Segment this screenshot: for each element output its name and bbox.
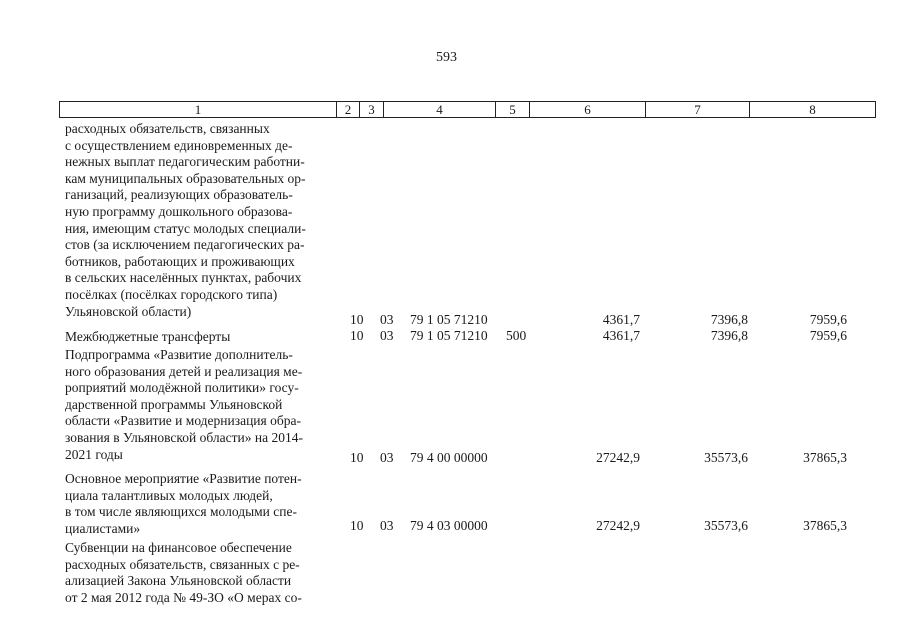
desc-line: нежных выплат педагогическим работни-: [65, 154, 305, 170]
cell-value-8: 7959,6: [809, 328, 847, 343]
cell-value-7: 35573,6: [704, 450, 748, 465]
desc-line: дарственной программы Ульяновской: [65, 396, 283, 412]
cell-rz: 10: [350, 518, 364, 533]
desc-line: ботников, работающих и проживающих: [65, 253, 295, 269]
cell-csr: 79 1 05 71210: [410, 312, 488, 327]
cell-value-8: 37865,3: [803, 518, 847, 533]
cell-value-7: 7396,8: [710, 312, 748, 327]
row-description: [65, 347, 337, 463]
header-col-6: 6: [529, 102, 645, 117]
desc-line: посёлках (посёлках городского типа): [65, 286, 278, 302]
desc-line: кам муниципальных образовательных ор-: [65, 170, 306, 186]
cell-pr: 03: [380, 518, 394, 533]
desc-line: области «Развитие и модернизация обра-: [65, 413, 301, 429]
cell-value-7: 35573,6: [704, 518, 748, 533]
cell-pr: 03: [380, 328, 394, 343]
desc-line: Межбюджетные трансферты: [65, 329, 231, 344]
table-header-row: [59, 101, 876, 118]
cell-value-6: 27242,9: [596, 518, 640, 533]
row-description: [65, 540, 337, 606]
table-row: [0, 328, 905, 344]
desc-line: стов (за исключением педагогических ра-: [65, 237, 305, 253]
desc-line: ную программу дошкольного образова-: [65, 203, 293, 219]
cell-value-7: 7396,8: [710, 328, 748, 343]
cell-value-8: 7959,6: [809, 312, 847, 327]
cell-pr: 03: [380, 450, 394, 465]
desc-line: ния, имеющим статус молодых специали-: [65, 220, 306, 236]
header-col-3: 3: [359, 102, 383, 117]
desc-line: Субвенции на финансовое обеспечение: [65, 540, 292, 555]
header-col-4: 4: [383, 102, 495, 117]
desc-line: 2021 годы: [65, 446, 123, 462]
desc-line: зования в Ульяновской области» на 2014-: [65, 429, 303, 445]
cell-csr: 79 4 00 00000: [410, 450, 488, 465]
desc-line: ализацией Закона Ульяновской области: [65, 573, 292, 589]
desc-line: от 2 мая 2012 года № 49-ЗО «О мерах со-: [65, 589, 302, 605]
desc-line: циала талантливых молодых людей,: [65, 487, 273, 503]
cell-vr: 500: [506, 328, 527, 343]
cell-csr: 79 1 05 71210: [410, 328, 488, 343]
header-col-5: 5: [495, 102, 529, 117]
cell-value-8: 37865,3: [803, 450, 847, 465]
desc-line: циалистами»: [65, 520, 141, 536]
desc-line: ного образования детей и реализация ме-: [65, 363, 303, 379]
desc-line: Ульяновской области): [65, 303, 192, 319]
desc-line: расходных обязательств, связанных: [65, 121, 270, 136]
cell-rz: 10: [350, 450, 364, 465]
header-col-1: 1: [194, 102, 202, 117]
desc-line: расходных обязательств, связанных с ре-: [65, 556, 300, 572]
cell-csr: 79 4 03 00000: [410, 518, 488, 533]
header-col-7: 7: [645, 102, 749, 117]
cell-value-6: 27242,9: [596, 450, 640, 465]
cell-pr: 03: [380, 312, 394, 327]
header-col-8: 8: [749, 102, 875, 117]
cell-rz: 10: [350, 312, 364, 327]
desc-line: ганизаций, реализующих образователь-: [65, 187, 293, 203]
desc-line: роприятий молодёжной политики» госу-: [65, 380, 299, 396]
cell-rz: 10: [350, 328, 364, 343]
cell-value-6: 4361,7: [602, 312, 640, 327]
row-description: [65, 121, 337, 320]
table-row: [0, 312, 905, 328]
table-row: [0, 450, 905, 466]
desc-line: Основное мероприятие «Развитие потен-: [65, 471, 302, 486]
desc-line: Подпрограмма «Развитие дополнитель-: [65, 347, 293, 362]
desc-line: с осуществлением единовременных де-: [65, 137, 293, 153]
table-row: [0, 518, 905, 534]
header-col-2: 2: [336, 102, 359, 117]
desc-line: в сельских населённых пунктах, рабочих: [65, 270, 302, 286]
page-number: 593: [436, 50, 457, 65]
desc-line: в том числе являющихся молодыми спе-: [65, 504, 297, 520]
cell-value-6: 4361,7: [602, 328, 640, 343]
